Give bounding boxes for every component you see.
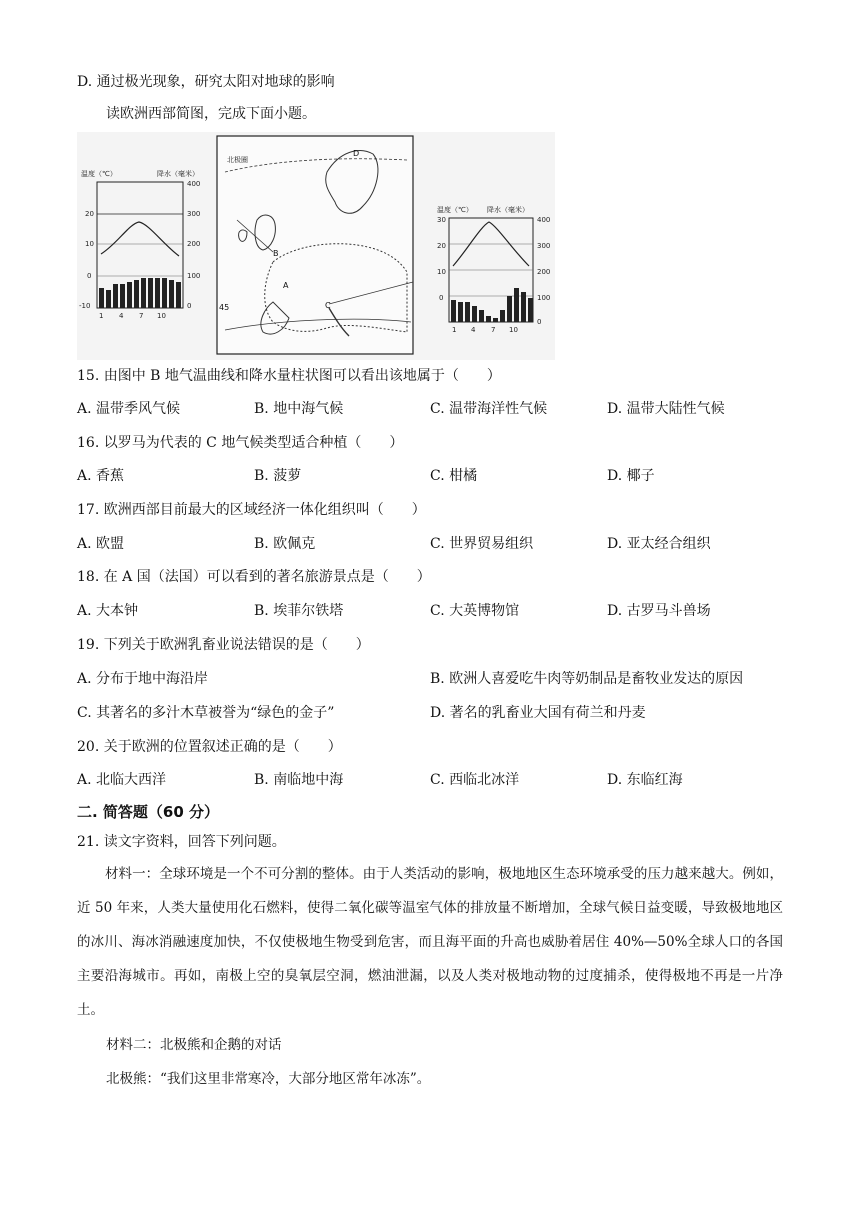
- question-17-stem: 17. 欧洲西部目前最大的区域经济一体化组织叫（ ）: [77, 502, 426, 518]
- right-month-tick: 1: [452, 326, 457, 334]
- right-precip-tick: 100: [537, 294, 551, 302]
- material-2-heading: 材料二：北极熊和企鹅的对话: [106, 1037, 282, 1053]
- material-1-paragraph: 材料一：全球环境是一个不可分割的整体。由于人类活动的影响，极地地区生态环境承受的压力越来越大。例如，近 50 年来，人类大量使用化石燃料，使得二氧化碳等温室气体的排放量不断增加，全球气候日益变暖，导致极地地区的冰川、海冰消融速度加快，不仅使极地生物受到危害，而且海平面的升高也威胁着居住 40%—50%全球人口的各国主要沿海城市。再如，南极上空的臭氧层空洞，燃油泄漏，以及人类对极地动物的过度捕杀，使得极地不再是一片净土。: [77, 866, 783, 1018]
- question-21-stem: 21. 读文字资料，回答下列问题。: [77, 834, 286, 850]
- q19-option-a: A. 分布于地中海沿岸: [77, 671, 209, 687]
- left-temp-tick: 0: [87, 272, 92, 280]
- right-precip-tick: 300: [537, 242, 551, 250]
- left-month-tick: 1: [99, 312, 104, 320]
- q15-option-b: B. 地中海气候: [254, 401, 344, 417]
- map-point-c: C: [325, 301, 331, 310]
- left-precip-axis-label: 降水（毫米）: [157, 170, 199, 178]
- right-month-tick: 4: [471, 326, 476, 334]
- q19-option-b: B. 欧洲人喜爱吃牛肉等奶制品是畜牧业发达的原因: [430, 671, 744, 687]
- left-temp-tick: -10: [79, 302, 91, 310]
- question-18-stem: 18. 在 A 国（法国）可以看到的著名旅游景点是（ ）: [77, 569, 431, 585]
- q16-option-b: B. 菠萝: [254, 468, 302, 484]
- left-temp-tick: 10: [85, 240, 94, 248]
- right-month-tick: 10: [509, 326, 518, 334]
- left-month-tick: 4: [119, 312, 124, 320]
- left-precip-tick: 200: [187, 240, 201, 248]
- question-16-stem: 16. 以罗马为代表的 C 地气候类型适合种植（ ）: [77, 435, 404, 451]
- option-d-previous: D. 通过极光现象，研究太阳对地球的影响: [77, 74, 335, 90]
- left-precip-tick: 300: [187, 210, 201, 218]
- right-temp-tick: 30: [437, 216, 446, 224]
- map-point-b: B: [273, 249, 279, 258]
- right-precip-tick: 0: [537, 318, 542, 326]
- latitude-label: 45: [219, 303, 230, 312]
- q18-option-b: B. 埃菲尔铁塔: [254, 603, 344, 619]
- left-precip-tick: 0: [187, 302, 192, 310]
- q20-option-d: D. 东临红海: [607, 772, 683, 788]
- q20-option-b: B. 南临地中海: [254, 772, 344, 788]
- right-month-tick: 7: [491, 326, 496, 334]
- map-point-d: D: [353, 149, 360, 158]
- figure-svg: [77, 132, 555, 360]
- right-temp-tick: 20: [437, 242, 446, 250]
- europe-map-figure: [77, 132, 555, 360]
- left-temp-axis-label: 温度（℃）: [81, 170, 117, 178]
- q16-option-d: D. 椰子: [607, 468, 655, 484]
- q18-option-a: A. 大本钟: [77, 603, 139, 619]
- q17-option-d: D. 亚太经合组织: [607, 536, 711, 552]
- center-map: [217, 136, 413, 354]
- q16-option-c: C. 柑橘: [430, 468, 478, 484]
- map-point-a: A: [283, 281, 289, 290]
- section-2-title: 二. 简答题（60 分）: [77, 803, 220, 821]
- left-temp-tick: 20: [85, 210, 94, 218]
- q19-option-d: D. 著名的乳畜业大国有荷兰和丹麦: [430, 705, 646, 721]
- right-temp-tick: 0: [439, 294, 444, 302]
- right-temp-axis-label: 温度（℃）: [437, 206, 473, 214]
- right-precip-tick: 400: [537, 216, 551, 224]
- q20-option-a: A. 北临大西洋: [77, 772, 167, 788]
- q15-option-a: A. 温带季风气候: [77, 401, 181, 417]
- left-month-tick: 10: [157, 312, 166, 320]
- instruction-text: 读欧洲西部简图，完成下面小题。: [106, 106, 316, 122]
- q18-option-d: D. 古罗马斗兽场: [607, 603, 711, 619]
- left-precip-tick: 100: [187, 272, 201, 280]
- q15-option-d: D. 温带大陆性气候: [607, 401, 725, 417]
- arctic-circle-label: 北极圈: [227, 156, 248, 164]
- q16-option-a: A. 香蕉: [77, 468, 125, 484]
- left-month-tick: 7: [139, 312, 144, 320]
- polar-bear-dialogue: 北极熊：“我们这里非常寒冷，大部分地区常年冰冻”。: [106, 1071, 431, 1087]
- q17-option-a: A. 欧盟: [77, 536, 125, 552]
- question-15-stem: 15. 由图中 B 地气温曲线和降水量柱状图可以看出该地属于（ ）: [77, 368, 501, 384]
- q18-option-c: C. 大英博物馆: [430, 603, 520, 619]
- right-precip-axis-label: 降水（毫米）: [487, 206, 529, 214]
- q15-option-c: C. 温带海洋性气候: [430, 401, 548, 417]
- right-temp-tick: 10: [437, 268, 446, 276]
- left-precip-tick: 400: [187, 180, 201, 188]
- q17-option-b: B. 欧佩克: [254, 536, 316, 552]
- q20-option-c: C. 西临北冰洋: [430, 772, 520, 788]
- question-20-stem: 20. 关于欧洲的位置叙述正确的是（ ）: [77, 739, 342, 755]
- q19-option-c: C. 其著名的多汁木草被誉为“绿色的金子”: [77, 705, 335, 721]
- right-precip-tick: 200: [537, 268, 551, 276]
- q17-option-c: C. 世界贸易组织: [430, 536, 534, 552]
- question-19-stem: 19. 下列关于欧洲乳畜业说法错误的是（ ）: [77, 637, 370, 653]
